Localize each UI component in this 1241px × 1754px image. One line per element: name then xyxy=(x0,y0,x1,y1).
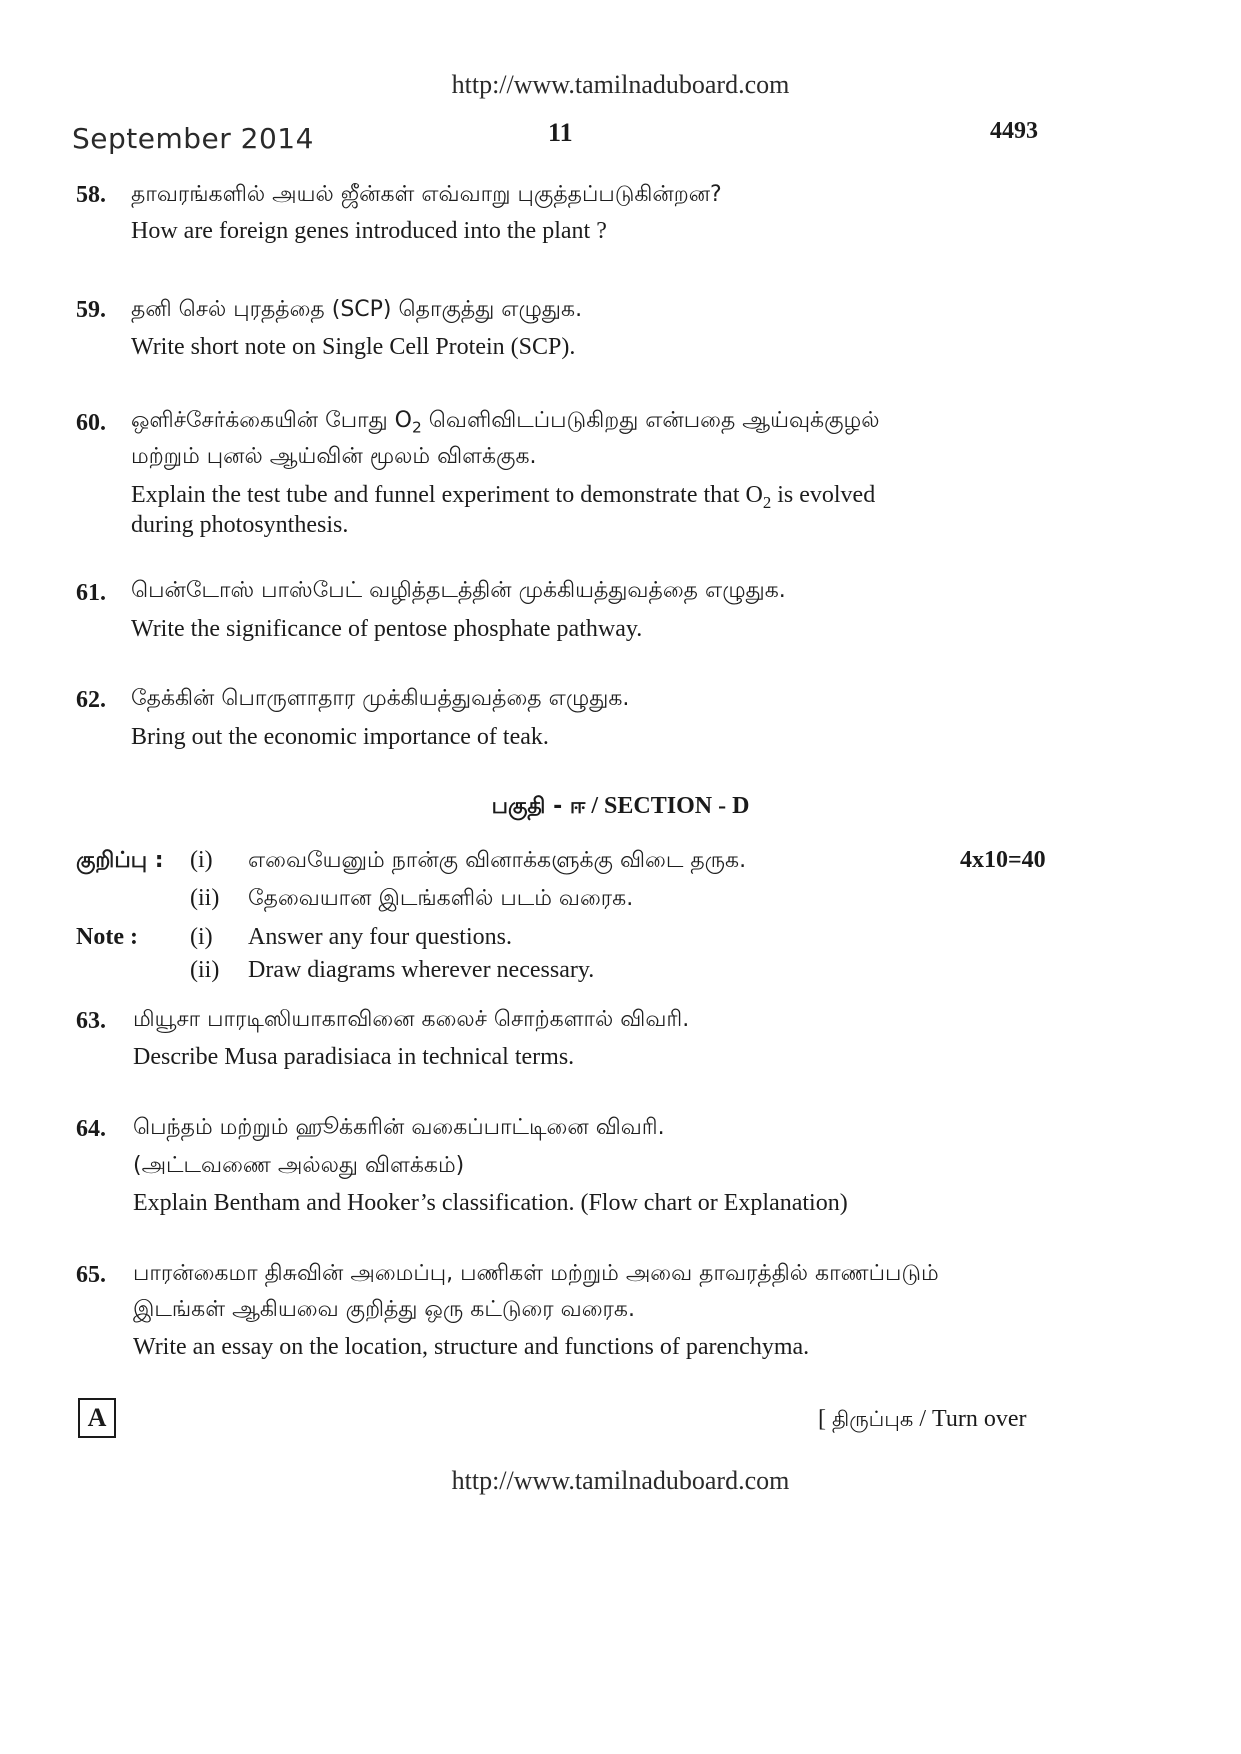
page-number: 11 xyxy=(548,118,573,147)
note-label-english: Note : xyxy=(76,924,138,950)
question-english: Write the significance of pentose phosphate pathway. xyxy=(131,616,643,642)
question-number: 62. xyxy=(76,687,106,713)
question-tamil-line-1: பாரன்கைமா திசுவின் அமைப்பு, பணிகள் மற்றும் அவை தாவரத்தில் காணப்படும் xyxy=(133,1261,939,1286)
question-tamil-line-1: ஒளிச்சேர்க்கையின் போது $O_2$ வெளிவிடப்படுகிறது என்பதை ஆய்வுக்குழல் xyxy=(131,408,880,437)
marks-allocation: 4x10=40 xyxy=(960,847,1046,873)
note-english-roman-2: (ii) xyxy=(190,957,220,983)
question-english: Bring out the economic importance of teak. xyxy=(131,724,549,750)
exam-date: September 2014 xyxy=(72,122,314,155)
question-english: Explain Bentham and Hooker’s classification. (Flow chart or Explanation) xyxy=(133,1190,848,1216)
paper-code: 4493 xyxy=(990,118,1038,144)
question-tamil: தேக்கின் பொருளாதார முக்கியத்துவத்தை எழுதுக. xyxy=(131,686,630,711)
question-number: 64. xyxy=(76,1116,106,1142)
note-tamil-roman-1: (i) xyxy=(190,847,213,873)
question-english: Write an essay on the location, structure and functions of parenchyma. xyxy=(133,1334,810,1360)
set-letter-box: A xyxy=(78,1398,116,1438)
question-english: Write short note on Single Cell Protein (SCP). xyxy=(131,334,576,360)
question-number: 59. xyxy=(76,297,106,323)
turn-over-label: [ திருப்புக / Turn over xyxy=(818,1406,1027,1432)
question-english: Describe Musa paradisiaca in technical terms. xyxy=(133,1044,575,1070)
question-number: 63. xyxy=(76,1008,106,1034)
question-tamil-line-2: இடங்கள் ஆகியவை குறித்து ஒரு கட்டுரை வரைக. xyxy=(133,1297,635,1322)
note-english-item-2: Draw diagrams wherever necessary. xyxy=(248,957,595,983)
question-tamil-line-2: மற்றும் புனல் ஆய்வின் மூலம் விளக்குக. xyxy=(131,444,537,469)
note-tamil-item-2: தேவையான இடங்களில் படம் வரைக. xyxy=(248,886,634,911)
section-heading: பகுதி - ஈ / SECTION - D xyxy=(491,793,750,819)
question-tamil: தாவரங்களில் அயல் ஜீன்கள் எவ்வாறு புகுத்தப்படுகின்றன? xyxy=(131,182,722,207)
note-tamil-item-1: எவையேனும் நான்கு வினாக்களுக்கு விடை தருக. xyxy=(248,848,747,873)
note-english-item-1: Answer any four questions. xyxy=(248,924,512,950)
question-number: 60. xyxy=(76,410,106,436)
note-english-roman-1: (i) xyxy=(190,924,213,950)
question-english-line-1: Explain the test tube and funnel experiment to demonstrate that $O_2$ is evolved xyxy=(131,482,876,512)
question-english: How are foreign genes introduced into the plant ? xyxy=(131,218,607,244)
question-number: 58. xyxy=(76,182,106,208)
question-tamil-line-1: பெந்தம் மற்றும் ஹூக்கரின் வகைப்பாட்டினை விவரி. xyxy=(133,1115,665,1140)
question-tamil-line-2: (அட்டவணை அல்லது விளக்கம்) xyxy=(133,1153,465,1178)
note-label-tamil: குறிப்பு : xyxy=(76,848,164,873)
question-tamil: தனி செல் புரதத்தை (SCP) தொகுத்து எழுதுக. xyxy=(131,297,583,322)
question-tamil: பென்டோஸ் பாஸ்பேட் வழித்தடத்தின் முக்கியத்துவத்தை எழுதுக. xyxy=(131,578,786,603)
question-tamil: மியூசா பாரடிஸியாகாவினை கலைச் சொற்களால் விவரி. xyxy=(133,1007,690,1032)
question-number: 61. xyxy=(76,580,106,606)
note-tamil-roman-2: (ii) xyxy=(190,885,220,911)
header-url: http://www.tamilnaduboard.com xyxy=(451,70,790,99)
question-english-line-2: during photosynthesis. xyxy=(131,512,349,538)
footer-url: http://www.tamilnaduboard.com xyxy=(451,1466,790,1495)
question-number: 65. xyxy=(76,1262,106,1288)
